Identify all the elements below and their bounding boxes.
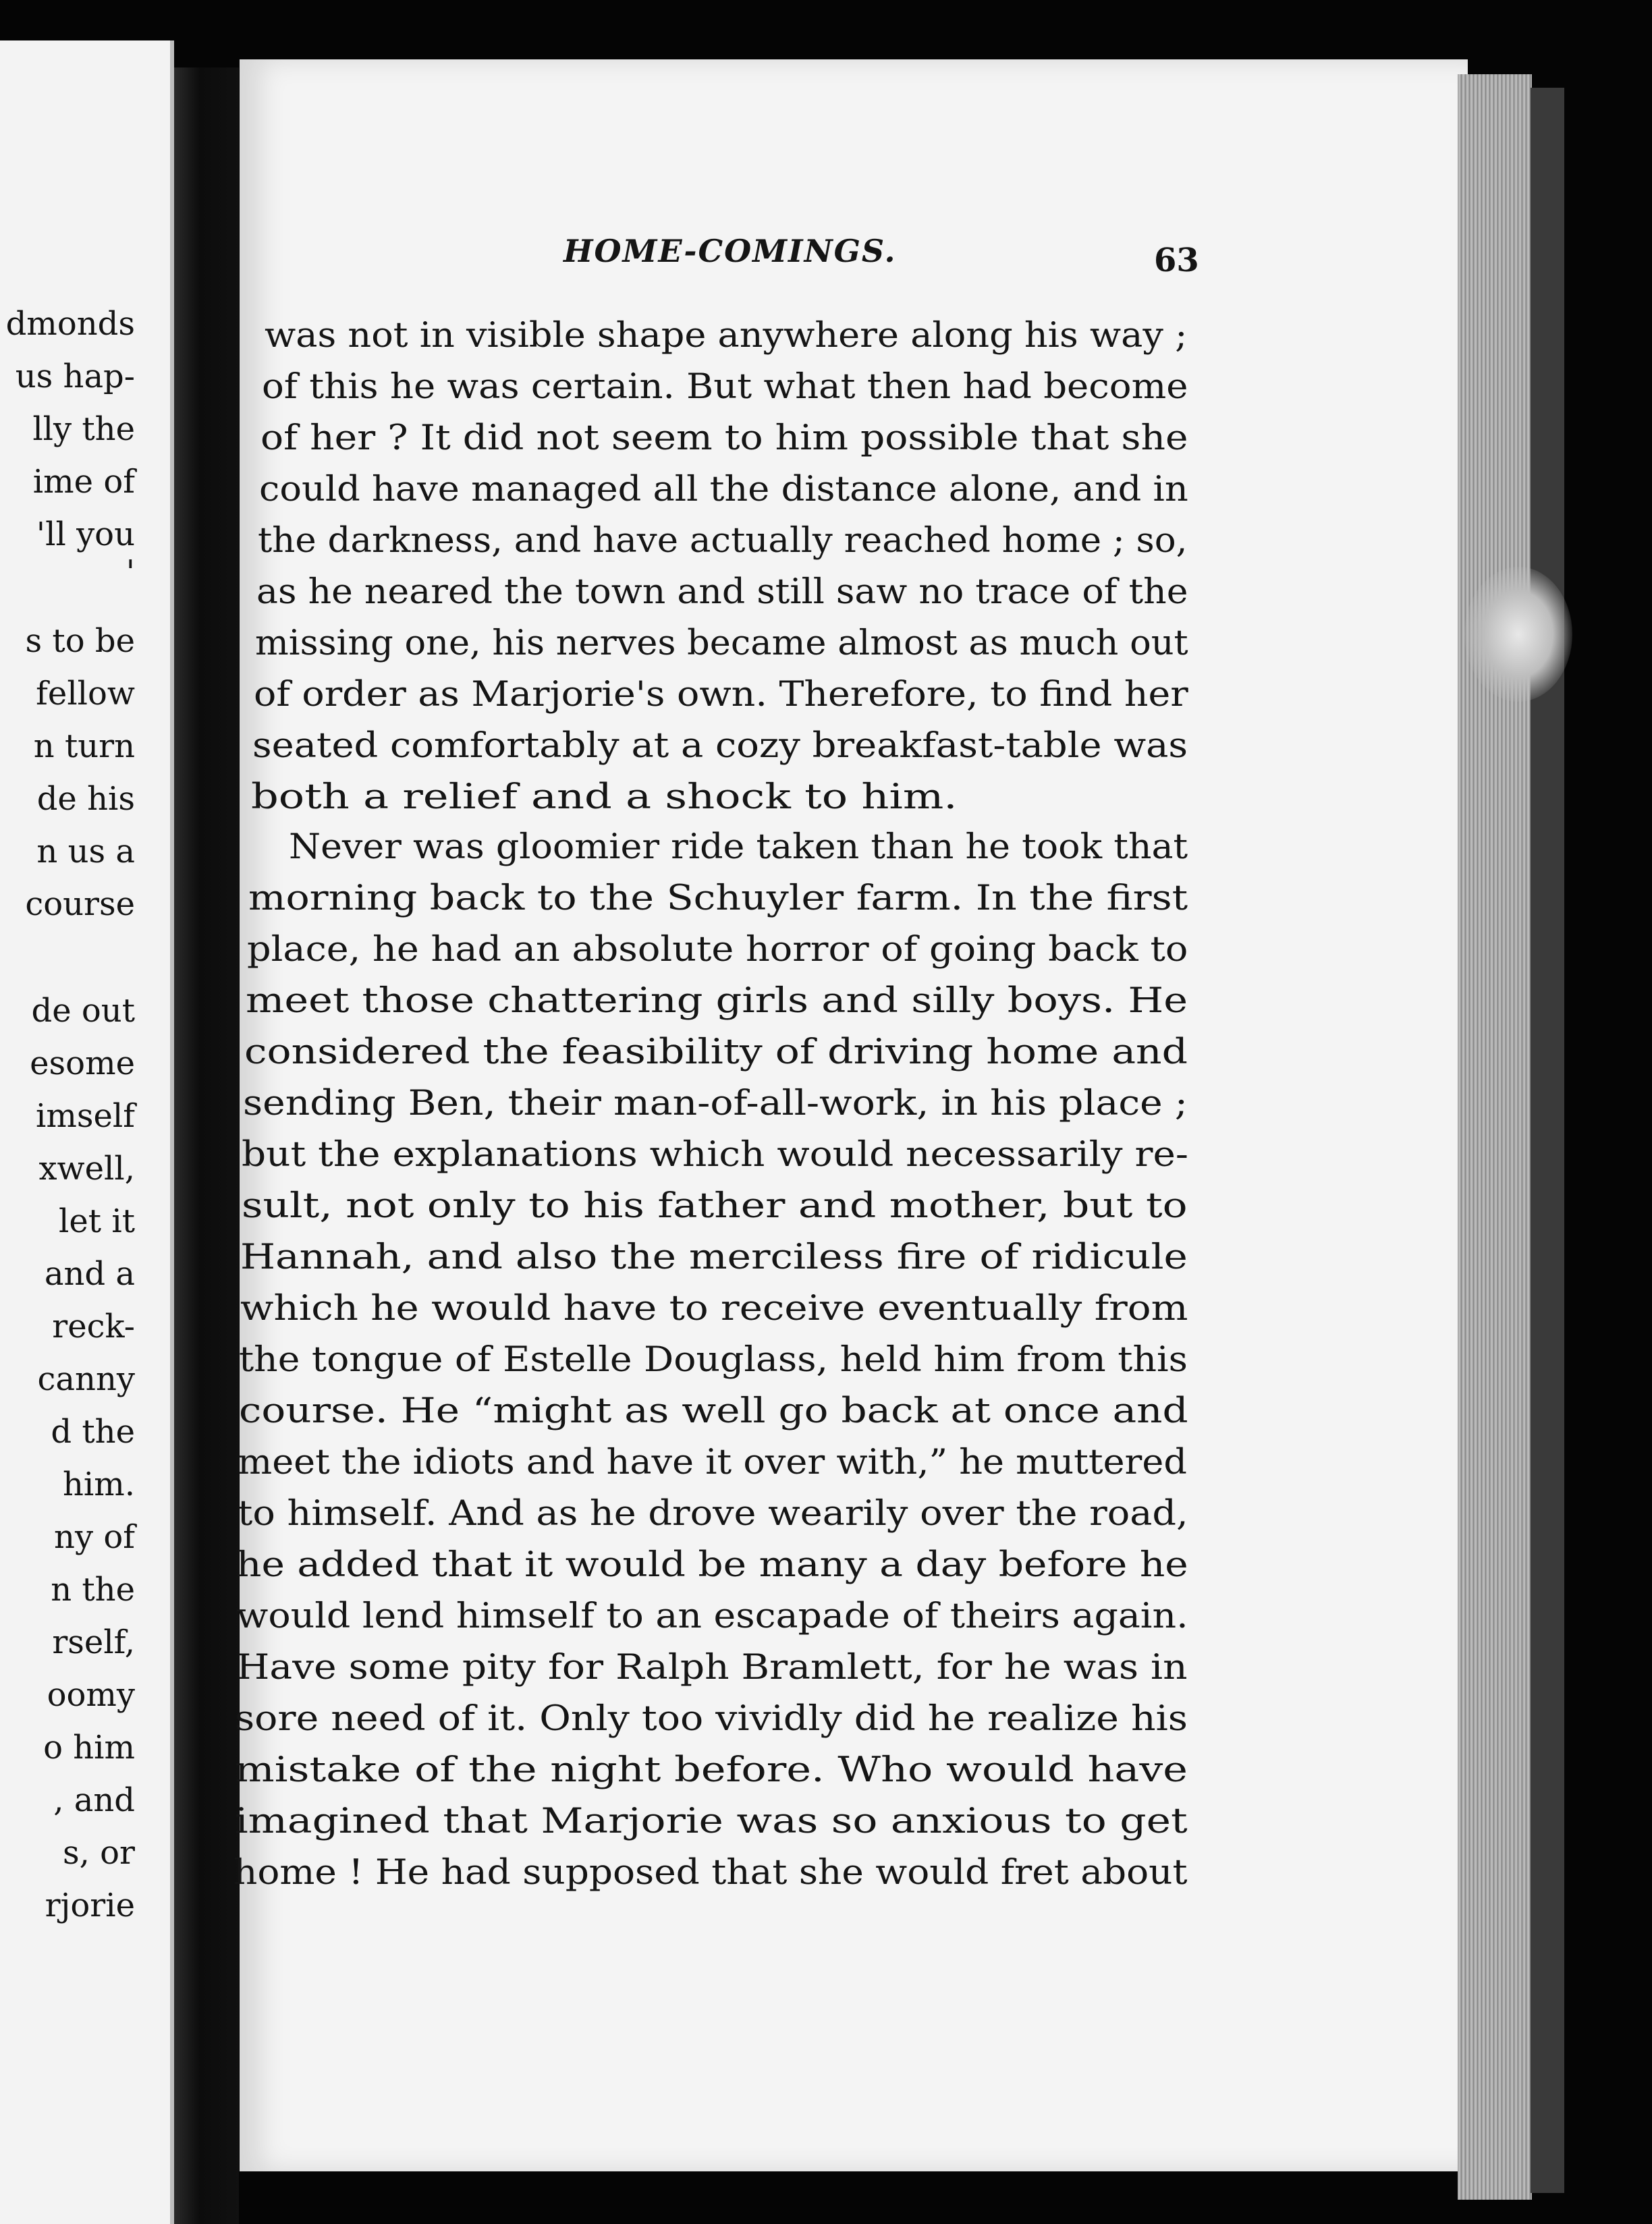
text-line: considered the feasibility of driving home and <box>244 1032 1188 1072</box>
text-line: sult, not only to his father and mother, but to <box>242 1186 1188 1226</box>
left-page-fragment: him. <box>62 1466 135 1503</box>
text-line: was not in visible shape anywhere along his way ; <box>265 316 1188 356</box>
left-page-fragment: n the <box>51 1571 135 1609</box>
text-line: course. He “might as well go back at once and <box>239 1391 1188 1431</box>
left-page-fragment: oomy <box>47 1676 135 1714</box>
text-line: Have some pity for Ralph Bramlett, for he was in <box>236 1648 1188 1688</box>
text-line: sending Ben, their man-of-all-work, in his place ; <box>243 1084 1188 1123</box>
text-line: could have managed all the distance alone, and in <box>259 470 1188 509</box>
text-line: he added that it would be many a day before he <box>236 1545 1188 1585</box>
text-line: to himself. And as he drove wearily over the road, <box>238 1494 1188 1534</box>
text-line: Hannah, and also the merciless fire of ridicule <box>240 1238 1188 1277</box>
left-page-fragment: d the <box>51 1413 135 1451</box>
left-page-fragment: dmonds <box>5 305 135 343</box>
page-number: 63 <box>1154 242 1199 279</box>
page-smudge <box>1464 567 1572 702</box>
left-page-fragment: 'll you <box>36 516 135 553</box>
left-page-fragment: s to be <box>25 622 135 660</box>
page-edges-shadow <box>1531 88 1564 2193</box>
left-page-fragment: ny of <box>54 1518 135 1556</box>
text-line: the tongue of Estelle Douglass, held him from this <box>239 1340 1188 1380</box>
running-head: HOME-COMINGS. <box>563 233 897 269</box>
left-page-fragment: de out <box>31 992 135 1030</box>
left-page-fragment: rjorie <box>45 1887 135 1924</box>
text-line: both a relief and a shock to him. <box>251 777 958 817</box>
text-line: sore need of it. Only too vividly did he realize his <box>235 1699 1188 1739</box>
text-line: home ! He had supposed that she would fret about <box>233 1853 1188 1893</box>
left-page-fragment: imself <box>35 1097 135 1135</box>
left-page-fragment: s, or <box>63 1834 135 1872</box>
text-line: of this he was certain. But what then had become <box>262 367 1188 407</box>
text-line: of order as Marjorie's own. Therefore, to find her <box>254 675 1188 715</box>
left-facing-page <box>0 40 174 2224</box>
text-line: but the explanations which would necessarily re- <box>242 1135 1189 1175</box>
text-line: place, he had an absolute horror of going back to <box>247 930 1188 970</box>
left-page-fragment: ' <box>126 553 135 591</box>
text-line: mistake of the night before. Who would have <box>235 1750 1188 1790</box>
left-page-fragment: ime of <box>32 463 135 501</box>
text-line: the darkness, and have actually reached home ; so, <box>258 521 1188 561</box>
left-page-fragment: and a <box>44 1255 135 1293</box>
left-page-fragment: let it <box>59 1202 135 1240</box>
text-line: meet the idiots and have it over with,” he muttered <box>238 1443 1187 1482</box>
text-line: as he neared the town and still saw no trace of the <box>256 572 1188 612</box>
left-page-fragment: lly the <box>32 410 135 448</box>
left-page-fragment: , and <box>53 1781 135 1819</box>
left-page-fragment: xwell, <box>38 1150 135 1188</box>
left-page-fragment: reck- <box>52 1308 135 1345</box>
left-page-fragment: de his <box>36 780 135 818</box>
left-page-fragment: rself, <box>52 1623 135 1661</box>
left-page-fragment: course <box>25 885 135 923</box>
left-page-fragment: o him <box>43 1729 135 1767</box>
left-page-fragment: us hap- <box>15 358 135 395</box>
left-page-fragment: n us a <box>36 833 135 870</box>
text-line: missing one, his nerves became almost as much out <box>255 623 1188 663</box>
left-page-fragment: canny <box>37 1360 135 1398</box>
book-gutter <box>174 67 239 2224</box>
text-line: morning back to the Schuyler farm. In the first <box>248 879 1188 918</box>
left-page-fragment: fellow <box>36 675 135 713</box>
left-page-fragment: esome <box>30 1045 135 1082</box>
text-line: would lend himself to an escapade of theirs again. <box>236 1596 1188 1636</box>
text-line: which he would have to receive eventually from <box>240 1289 1188 1329</box>
text-line: seated comfortably at a cozy breakfast-table was <box>252 726 1188 766</box>
text-line: of her ? It did not seem to him possible that she <box>260 418 1188 458</box>
page-edges <box>1458 74 1532 2200</box>
text-line: Never was gloomier ride taken than he took that <box>289 827 1188 867</box>
text-line: meet those chattering girls and silly boys. He <box>246 981 1188 1021</box>
text-line: imagined that Marjorie was so anxious to get <box>235 1802 1188 1841</box>
left-page-fragment: n turn <box>33 727 135 765</box>
